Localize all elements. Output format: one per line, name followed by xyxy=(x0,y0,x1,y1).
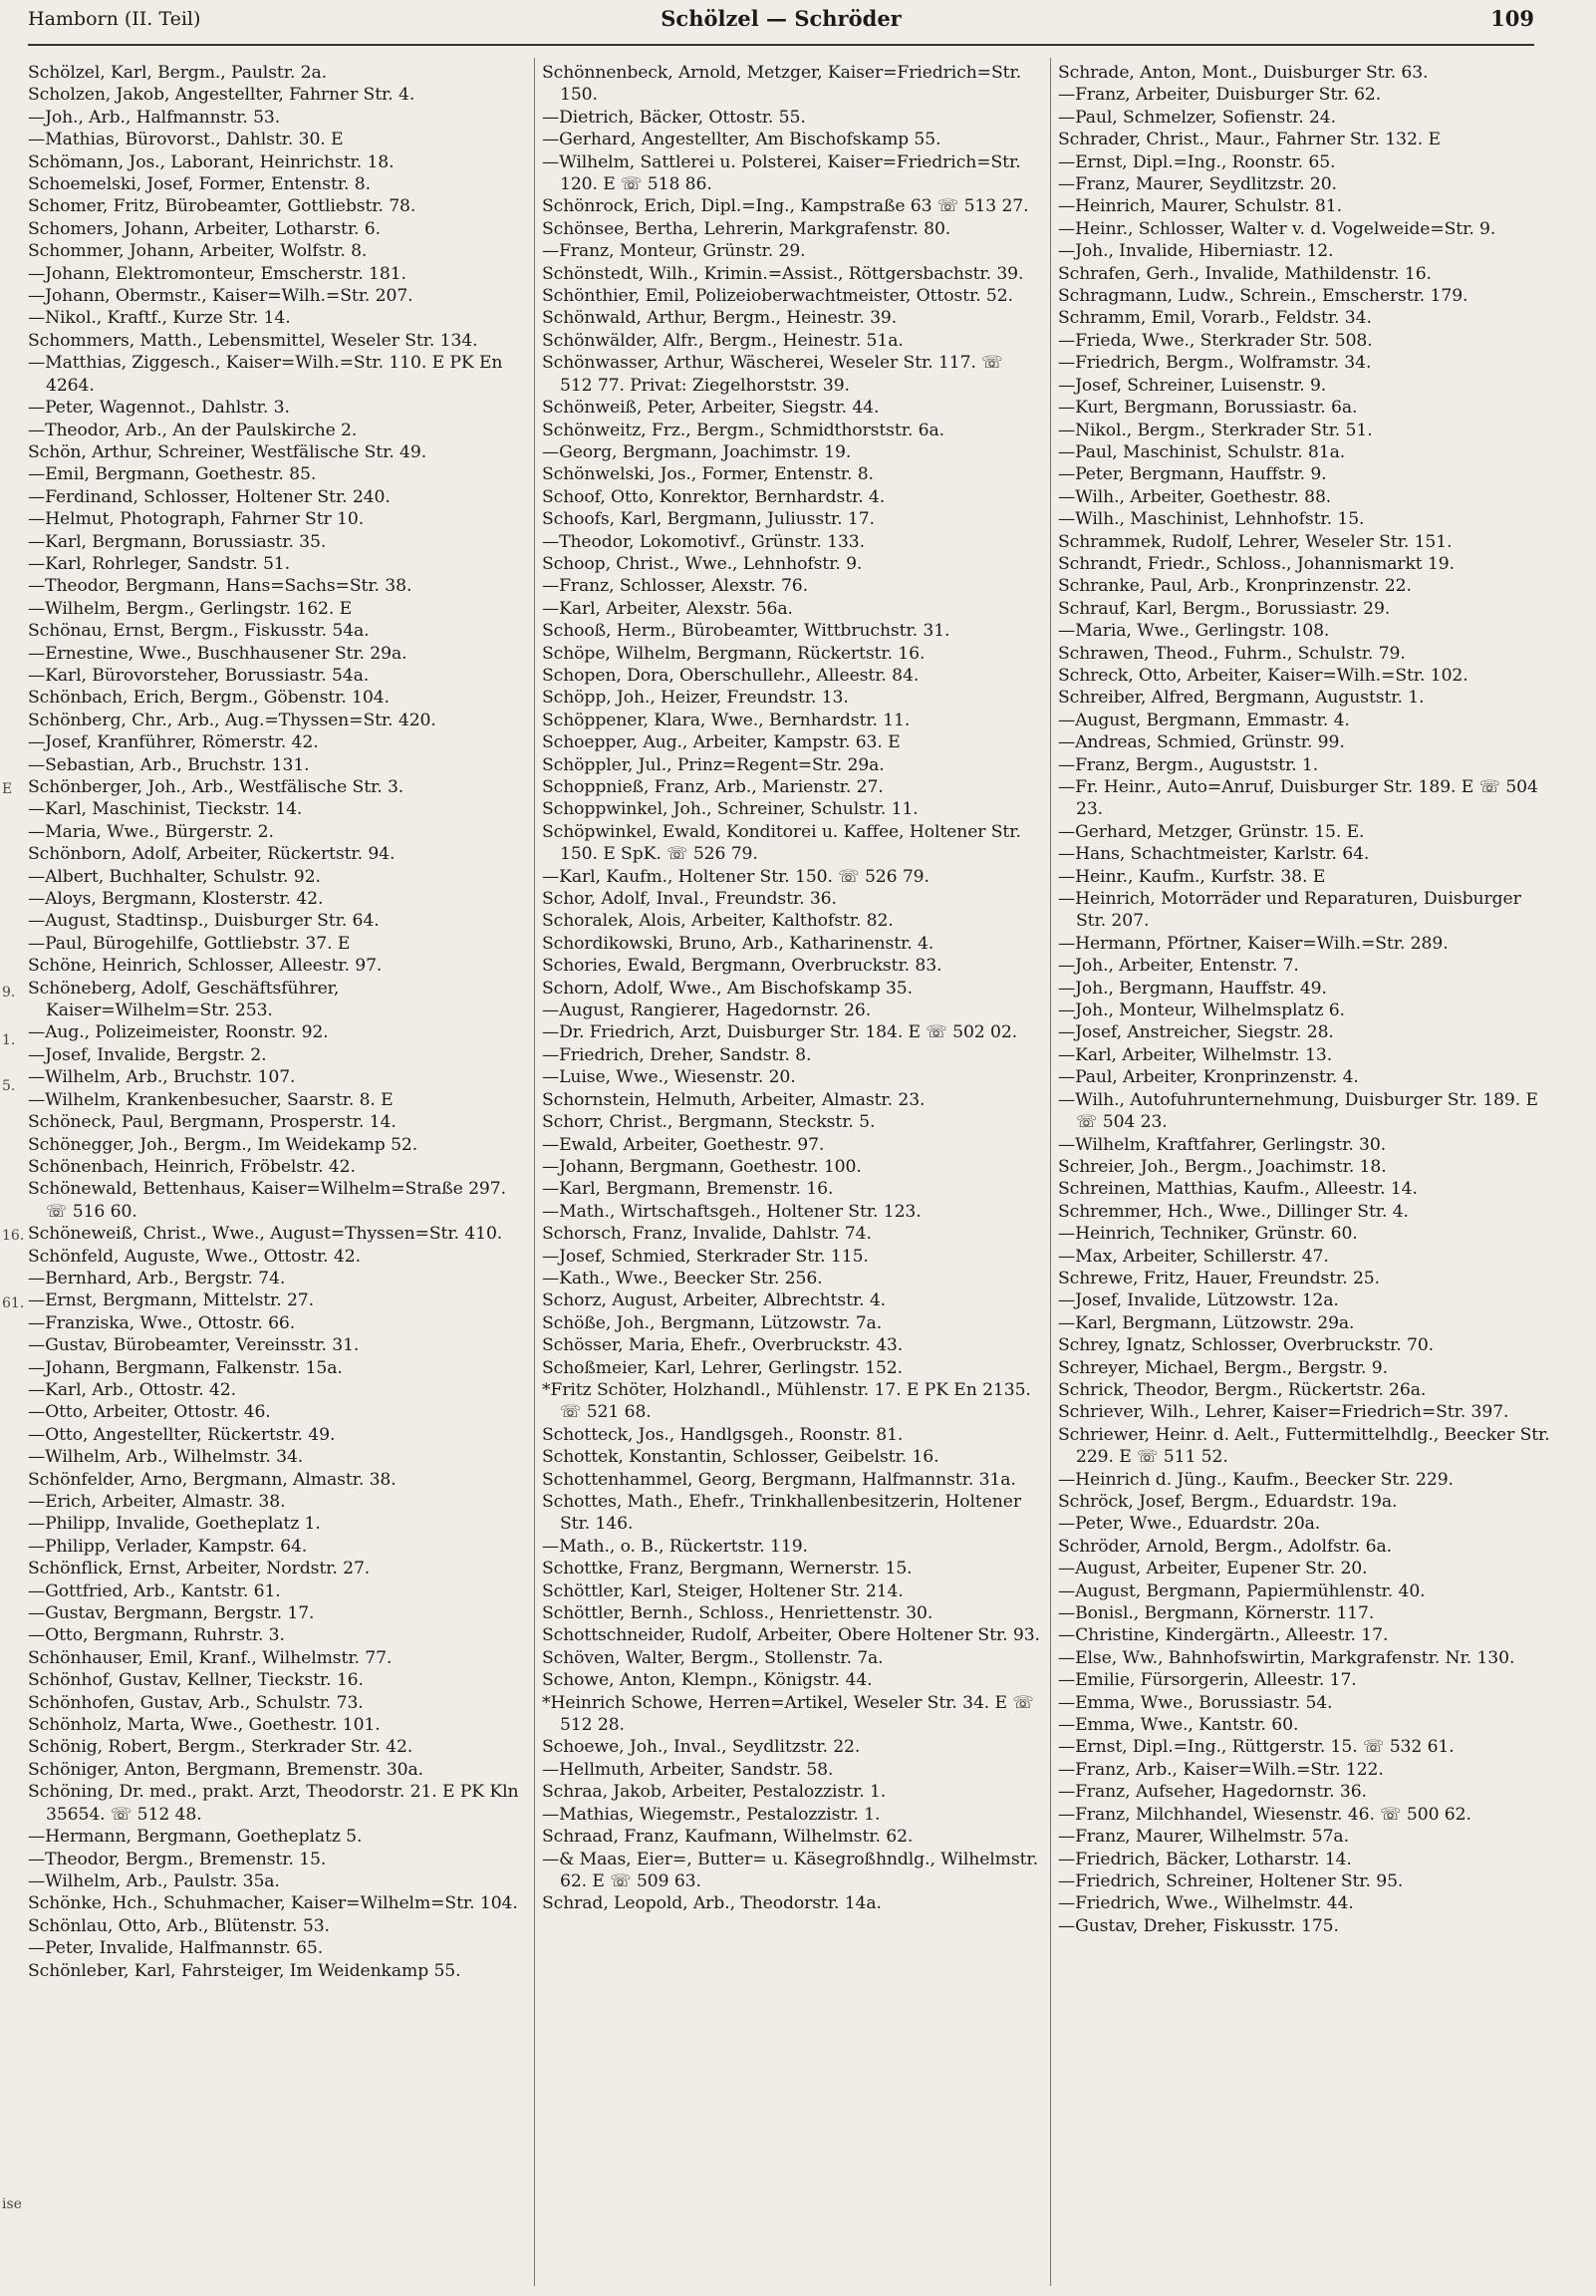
directory-entry: —Franz, Maurer, Wilhelmstr. 57a. xyxy=(1058,1827,1349,1848)
directory-entry: Schönlau, Otto, Arb., Blütenstr. 53. xyxy=(28,1915,330,1936)
directory-entry: Schönke, Hch., Schuhmacher, Kaiser=Wilhelm=Str. 104. xyxy=(28,1893,518,1914)
directory-entry: —Friedrich, Wwe., Wilhelmstr. 44. xyxy=(1058,1893,1354,1914)
directory-entry: —Josef, Invalide, Lützowstr. 12a. xyxy=(1058,1291,1339,1311)
directory-entry: Schragmann, Ludw., Schrein., Emscherstr. 179. xyxy=(1058,286,1468,307)
directory-entry: Schrick, Theodor, Bergm., Rückertstr. 26a. xyxy=(1058,1379,1427,1400)
directory-entry: Schönegger, Joh., Bergm., Im Weidekamp 52. xyxy=(28,1134,418,1155)
margin-mark: E xyxy=(2,781,13,797)
directory-entry: Scholzen, Jakob, Angestellter, Fahrner Str. 4. xyxy=(28,85,415,106)
directory-entry: Schöning, Dr. med., prakt. Arzt, Theodorstr. 21. E PK Kln 35654. ☏ 512 48. xyxy=(28,1782,519,1825)
directory-entry: Schönwelski, Jos., Former, Entenstr. 8. xyxy=(542,464,874,485)
directory-entry: —Philipp, Invalide, Goetheplatz 1. xyxy=(28,1514,321,1535)
directory-entry: —Otto, Angestellter, Rückertstr. 49. xyxy=(28,1424,336,1445)
directory-entry: —Kurt, Bergmann, Borussiastr. 6a. xyxy=(1058,398,1358,419)
directory-entry: —Heinrich, Maurer, Schulstr. 81. xyxy=(1058,196,1342,217)
directory-entry: —Peter, Wagennot., Dahlstr. 3. xyxy=(28,398,290,419)
directory-entry: Schönflick, Ernst, Arbeiter, Nordstr. 27. xyxy=(28,1559,371,1579)
directory-entry: —Theodor, Arb., An der Paulskirche 2. xyxy=(28,420,358,440)
directory-entry: Schreyer, Michael, Bergm., Bergstr. 9. xyxy=(1058,1357,1388,1378)
directory-entry: —Emma, Wwe., Kantstr. 60. xyxy=(1058,1715,1299,1736)
directory-entry: Schöpwinkel, Ewald, Konditorei u. Kaffee, Holtener Str. 150. E SpK. ☏ 526 79. xyxy=(542,821,1021,865)
directory-entry: —Peter, Invalide, Halfmannstr. 65. xyxy=(28,1938,324,1959)
directory-entry: —Andreas, Schmied, Grünstr. 99. xyxy=(1058,732,1345,753)
directory-entry: —Maria, Wwe., Gerlingstr. 108. xyxy=(1058,621,1330,642)
directory-entry: —Paul, Maschinist, Schulstr. 81a. xyxy=(1058,441,1346,462)
directory-entry: Schönenbach, Heinrich, Fröbelstr. 42. xyxy=(28,1156,356,1177)
directory-entry: —Ernst, Dipl.=Ing., Roonstr. 65. xyxy=(1058,151,1336,172)
directory-entry: Schönwasser, Arthur, Wäscherei, Weseler Str. 117. ☏ 512 77. Privat: Ziegelhorststr. 39. xyxy=(542,353,1003,396)
margin-mark: ise xyxy=(2,2196,22,2212)
directory-column-3 xyxy=(1058,62,1556,2284)
directory-entry: —Hermann, Pförtner, Kaiser=Wilh.=Str. 289. xyxy=(1058,933,1449,954)
directory-entry: Schöven, Walter, Bergm., Stollenstr. 7a. xyxy=(542,1647,884,1668)
directory-entry: Schöttler, Karl, Steiger, Holtener Str. 214. xyxy=(542,1580,904,1601)
directory-entry: Schordikowski, Bruno, Arb., Katharinenstr. 4. xyxy=(542,933,934,954)
directory-entry: —Philipp, Verlader, Kampstr. 64. xyxy=(28,1536,308,1557)
directory-entry: —Friedrich, Dreher, Sandstr. 8. xyxy=(542,1044,812,1065)
directory-entry: Schremmer, Hch., Wwe., Dillinger Str. 4. xyxy=(1058,1201,1409,1222)
directory-entry: —Johann, Elektromonteur, Emscherstr. 181. xyxy=(28,263,406,284)
directory-entry: —Christine, Kindergärtn., Alleestr. 17. xyxy=(1058,1625,1389,1646)
directory-entry: —Otto, Arbeiter, Ottostr. 46. xyxy=(28,1402,271,1423)
directory-entry: —Karl, Bergmann, Lützowstr. 29a. xyxy=(1058,1312,1355,1333)
header-section-title: Hamborn (II. Teil) xyxy=(28,8,201,30)
directory-entry: Schreck, Otto, Arbeiter, Kaiser=Wilh.=Str. 102. xyxy=(1058,665,1468,686)
directory-entry: —Theodor, Lokomotivf., Grünstr. 133. xyxy=(542,531,866,552)
margin-mark: 9. xyxy=(2,985,16,1001)
directory-entry: Schöneweiß, Christ., Wwe., August=Thyssen=Str. 410. xyxy=(28,1224,503,1245)
directory-entry: —Karl, Bürovorsteher, Borussiastr. 54a. xyxy=(28,665,370,686)
directory-entry: Schreinen, Matthias, Kaufm., Alleestr. 14. xyxy=(1058,1179,1418,1200)
directory-entry: —Wilhelm, Sattlerei u. Polsterei, Kaiser=Friedrich=Str. 120. E ☏ 518 86. xyxy=(542,151,1021,195)
directory-entry: Schönweitz, Frz., Bergm., Schmidthorststr. 6a. xyxy=(542,420,945,440)
directory-entry: —Gustav, Bergmann, Bergstr. 17. xyxy=(28,1603,315,1624)
directory-entry: —Heinrich, Motorräder und Reparaturen, Duisburger Str. 207. xyxy=(1058,889,1521,932)
directory-entry: Schrauf, Karl, Bergm., Borussiastr. 29. xyxy=(1058,598,1391,619)
directory-entry: —Joh., Monteur, Wilhelmsplatz 6. xyxy=(1058,1001,1345,1021)
directory-entry: —Aug., Polizeimeister, Roonstr. 92. xyxy=(28,1022,329,1043)
directory-entry: —Theodor, Bergmann, Hans=Sachs=Str. 38. xyxy=(28,576,412,597)
directory-entry: Schoßmeier, Karl, Lehrer, Gerlingstr. 152. xyxy=(542,1357,903,1378)
directory-entry: Schreier, Joh., Bergm., Joachimstr. 18. xyxy=(1058,1156,1387,1177)
directory-entry: —Otto, Bergmann, Ruhrstr. 3. xyxy=(28,1625,285,1646)
directory-entry: —Wilhelm, Krankenbesucher, Saarstr. 8. E xyxy=(28,1089,394,1110)
directory-entry: Schommers, Matth., Lebensmittel, Weseler Str. 134. xyxy=(28,330,478,351)
directory-entry: Schönnenbeck, Arnold, Metzger, Kaiser=Friedrich=Str. 150. xyxy=(542,63,1022,106)
directory-entry: —Johann, Bergmann, Goethestr. 100. xyxy=(542,1156,862,1177)
directory-entry: Schoppnieß, Franz, Arb., Marienstr. 27. xyxy=(542,777,884,797)
directory-entry: —& Maas, Eier=, Butter= u. Käsegroßhndlg., Wilhelmstr. 62. E ☏ 509 63. xyxy=(542,1849,1038,1891)
directory-entry: Schönberg, Chr., Arb., Aug.=Thyssen=Str. 420. xyxy=(28,710,436,730)
directory-entry: —Karl, Kaufm., Holtener Str. 150. ☏ 526 79. xyxy=(542,866,930,887)
directory-entry: Schoemelski, Josef, Former, Entenstr. 8. xyxy=(28,174,371,195)
directory-entry: —Dietrich, Bäcker, Ottostr. 55. xyxy=(542,107,806,128)
directory-entry: Schönfeld, Auguste, Wwe., Ottostr. 42. xyxy=(28,1246,361,1267)
directory-entry: —Ernestine, Wwe., Buschhausener Str. 29a. xyxy=(28,643,407,664)
page-header xyxy=(28,2,1534,42)
directory-entry: —Gottfried, Arb., Kantstr. 61. xyxy=(28,1580,281,1601)
directory-entry: Schöniger, Anton, Bergmann, Bremenstr. 30a. xyxy=(28,1759,423,1780)
directory-entry: —Karl, Bergmann, Bremenstr. 16. xyxy=(542,1179,834,1200)
directory-entry: Schöpp, Joh., Heizer, Freundstr. 13. xyxy=(542,688,849,709)
directory-entry: —Heinr., Schlosser, Walter v. d. Vogelweide=Str. 9. xyxy=(1058,218,1496,239)
directory-entry: Schrewe, Fritz, Hauer, Freundstr. 25. xyxy=(1058,1268,1380,1289)
directory-entry: —Josef, Anstreicher, Siegstr. 28. xyxy=(1058,1022,1334,1043)
header-rule xyxy=(28,44,1534,46)
directory-entry: Schomer, Fritz, Bürobeamter, Gottliebstr. 78. xyxy=(28,196,416,217)
directory-entry: —Friedrich, Schreiner, Holtener Str. 95. xyxy=(1058,1870,1404,1891)
directory-entry: Schönau, Ernst, Bergm., Fiskusstr. 54a. xyxy=(28,621,370,642)
directory-entry: —Wilhelm, Bergm., Gerlingstr. 162. E xyxy=(28,598,353,619)
directory-entry: Schömann, Jos., Laborant, Heinrichstr. 18. xyxy=(28,151,395,172)
directory-entry: —Friedrich, Bergm., Wolframstr. 34. xyxy=(1058,353,1372,374)
directory-entry: —Franz, Milchhandel, Wiesenstr. 46. ☏ 500 62. xyxy=(1058,1804,1471,1825)
directory-entry: —Heinrich, Techniker, Grünstr. 60. xyxy=(1058,1224,1358,1245)
directory-entry: Schöppler, Jul., Prinz=Regent=Str. 29a. xyxy=(542,754,885,775)
directory-entry: —Georg, Bergmann, Joachimstr. 19. xyxy=(542,441,852,462)
directory-entry: Schröck, Josef, Bergm., Eduardstr. 19a. xyxy=(1058,1492,1398,1512)
directory-entry: Schönhofen, Gustav, Arb., Schulstr. 73. xyxy=(28,1692,364,1713)
directory-entry: Schrade, Anton, Mont., Duisburger Str. 63. xyxy=(1058,63,1429,83)
directory-entry: Schoof, Otto, Konrektor, Bernhardstr. 4. xyxy=(542,486,886,507)
directory-entry: —Paul, Bürogehilfe, Gottliebstr. 37. E xyxy=(28,933,351,954)
directory-column-1 xyxy=(28,62,526,2284)
column-divider xyxy=(1050,58,1051,2286)
directory-entry: Schriever, Wilh., Lehrer, Kaiser=Friedrich=Str. 397. xyxy=(1058,1402,1509,1423)
directory-entry: Schowe, Anton, Klempn., Königstr. 44. xyxy=(542,1670,873,1691)
directory-entry: Schrawen, Theod., Fuhrm., Schulstr. 79. xyxy=(1058,643,1406,664)
directory-entry: —August, Rangierer, Hagedornstr. 26. xyxy=(542,1001,872,1021)
directory-entry: Schöne, Heinrich, Schlosser, Alleestr. 97. xyxy=(28,956,383,977)
directory-entry: —Joh., Arb., Halfmannstr. 53. xyxy=(28,107,281,128)
directory-entry: —Joh., Arbeiter, Entenstr. 7. xyxy=(1058,956,1299,977)
directory-entry: —Friedrich, Bäcker, Lotharstr. 14. xyxy=(1058,1849,1352,1869)
directory-entry: —Franz, Schlosser, Alexstr. 76. xyxy=(542,576,808,597)
directory-entry: —Hans, Schachtmeister, Karlstr. 64. xyxy=(1058,844,1370,865)
directory-entry: —Karl, Maschinist, Tieckstr. 14. xyxy=(28,799,303,820)
directory-entry: —Mathias, Bürovorst., Dahlstr. 30. E xyxy=(28,130,344,150)
directory-entry: Schöneberg, Adolf, Geschäftsführer, Kaiser=Wilhelm=Str. 253. xyxy=(28,978,340,1021)
directory-entry: —Else, Ww., Bahnhofswirtin, Markgrafenstr. Nr. 130. xyxy=(1058,1647,1515,1668)
directory-entry: —Math., o. B., Rückertstr. 119. xyxy=(542,1536,808,1557)
directory-entry: Schoop, Christ., Wwe., Lehnhofstr. 9. xyxy=(542,553,863,574)
directory-entry: Schramm, Emil, Vorarb., Feldstr. 34. xyxy=(1058,308,1372,329)
directory-entry: —Emilie, Fürsorgerin, Alleestr. 17. xyxy=(1058,1670,1357,1691)
directory-entry: —Matthias, Ziggesch., Kaiser=Wilh.=Str. 110. E PK En 4264. xyxy=(28,353,503,396)
directory-entry: Schönberger, Joh., Arb., Westfälische Str. 3. xyxy=(28,777,404,797)
margin-mark: 5. xyxy=(2,1078,16,1094)
directory-entry: Schorsch, Franz, Invalide, Dahlstr. 74. xyxy=(542,1224,872,1245)
directory-entry: —Aloys, Bergmann, Klosterstr. 42. xyxy=(28,889,324,910)
directory-entry: Schönborn, Adolf, Arbeiter, Rückertstr. 94. xyxy=(28,844,396,865)
directory-entry: Schorn, Adolf, Wwe., Am Bischofskamp 35. xyxy=(542,978,914,999)
directory-entry: —Ewald, Arbeiter, Goethestr. 97. xyxy=(542,1134,825,1155)
directory-entry: —Ernst, Bergmann, Mittelstr. 27. xyxy=(28,1291,314,1311)
directory-entry: Schönrock, Erich, Dipl.=Ing., Kampstraße 63 ☏ 513 27. xyxy=(542,196,1029,217)
directory-entry: —Gerhard, Angestellter, Am Bischofskamp 55. xyxy=(542,130,941,150)
directory-entry: —Peter, Bergmann, Hauffstr. 9. xyxy=(1058,464,1327,485)
directory-entry: —Peter, Wwe., Eduardstr. 20a. xyxy=(1058,1514,1321,1535)
directory-entry: Schönig, Robert, Bergm., Sterkrader Str. 42. xyxy=(28,1737,413,1758)
directory-entry: —Franz, Bergm., Auguststr. 1. xyxy=(1058,754,1319,775)
directory-entry: —Heinrich d. Jüng., Kaufm., Beecker Str. 229. xyxy=(1058,1469,1454,1490)
directory-entry: *Heinrich Schowe, Herren=Artikel, Weseler Str. 34. E ☏ 512 28. xyxy=(542,1692,1034,1736)
directory-entry: Schraad, Franz, Kaufmann, Wilhelmstr. 62. xyxy=(542,1827,914,1848)
directory-entry: —Nikol., Bergm., Sterkrader Str. 51. xyxy=(1058,420,1373,440)
directory-entry: —Gustav, Bürobeamter, Vereinsstr. 31. xyxy=(28,1335,360,1356)
directory-entry: —Johann, Bergmann, Falkenstr. 15a. xyxy=(28,1357,343,1378)
directory-entry: —Josef, Schreiner, Luisenstr. 9. xyxy=(1058,375,1327,396)
directory-entry: Schories, Ewald, Bergmann, Overbruckstr. 83. xyxy=(542,956,942,977)
directory-entry: —Joh., Invalide, Hiberniastr. 12. xyxy=(1058,241,1334,262)
directory-entry: —August, Arbeiter, Eupener Str. 20. xyxy=(1058,1559,1368,1579)
directory-entry: Schomers, Johann, Arbeiter, Lotharstr. 6. xyxy=(28,218,381,239)
directory-entry: Schön, Arthur, Schreiner, Westfälische Str. 49. xyxy=(28,441,427,462)
directory-entry: —Dr. Friedrich, Arzt, Duisburger Str. 184. E ☏ 502 02. xyxy=(542,1022,1018,1043)
directory-entry: Schönwälder, Alfr., Bergm., Heinestr. 51a. xyxy=(542,330,904,351)
directory-entry: —August, Bergmann, Papiermühlenstr. 40. xyxy=(1058,1580,1426,1601)
directory-entry: —Heinr., Kaufm., Kurfstr. 38. E xyxy=(1058,866,1326,887)
directory-entry: Schöpe, Wilhelm, Bergmann, Rückertstr. 16. xyxy=(542,643,926,664)
directory-entry: Schönhauser, Emil, Kranf., Wilhelmstr. 77. xyxy=(28,1647,393,1668)
directory-entry: *Fritz Schöter, Holzhandl., Mühlenstr. 17. E PK En 2135. ☏ 521 68. xyxy=(542,1379,1031,1423)
directory-entry: —Franz, Aufseher, Hagedornstr. 36. xyxy=(1058,1782,1367,1803)
directory-entry: —Helmut, Photograph, Fahrner Str 10. xyxy=(28,509,365,530)
directory-entry: —Hermann, Bergmann, Goetheplatz 5. xyxy=(28,1827,363,1848)
directory-column-2 xyxy=(542,62,1040,2284)
directory-entry: —Math., Wirtschaftsgeh., Holtener Str. 123. xyxy=(542,1201,922,1222)
margin-mark: 16. xyxy=(2,1228,25,1244)
directory-entry: Schönweiß, Peter, Arbeiter, Siegstr. 44. xyxy=(542,398,880,419)
directory-entry: Schönhof, Gustav, Kellner, Tieckstr. 16. xyxy=(28,1670,364,1691)
directory-entry: —Karl, Arb., Ottostr. 42. xyxy=(28,1379,237,1400)
directory-entry: —Gerhard, Metzger, Grünstr. 15. E. xyxy=(1058,821,1365,842)
directory-entry: Schöße, Joh., Bergmann, Lützowstr. 7a. xyxy=(542,1312,883,1333)
directory-entry: —Franz, Monteur, Grünstr. 29. xyxy=(542,241,806,262)
directory-entry: Schrad, Leopold, Arb., Theodorstr. 14a. xyxy=(542,1893,882,1914)
directory-entry: Schreiber, Alfred, Bergmann, Auguststr. 1. xyxy=(1058,688,1425,709)
directory-entry: Schröder, Arnold, Bergm., Adolfstr. 6a. xyxy=(1058,1536,1392,1557)
directory-entry: —Gustav, Dreher, Fiskusstr. 175. xyxy=(1058,1915,1339,1936)
directory-entry: —Nikol., Kraftf., Kurze Str. 14. xyxy=(28,308,291,329)
directory-entry: Schoepper, Aug., Arbeiter, Kampstr. 63. E xyxy=(542,732,901,753)
directory-entry: Schottes, Math., Ehefr., Trinkhallenbesitzerin, Holtener Str. 146. xyxy=(542,1492,1021,1535)
directory-entry: Schoppwinkel, Joh., Schreiner, Schulstr. 11. xyxy=(542,799,919,820)
directory-entry: Schottek, Konstantin, Schlosser, Geibelstr. 16. xyxy=(542,1447,939,1468)
directory-entry: Schöttler, Bernh., Schloss., Henriettenstr. 30. xyxy=(542,1603,933,1624)
directory-entry: —Karl, Rohrleger, Sandstr. 51. xyxy=(28,553,290,574)
directory-entry: Schommer, Johann, Arbeiter, Wolfstr. 8. xyxy=(28,241,368,262)
directory-entry: —Franz, Arb., Kaiser=Wilh.=Str. 122. xyxy=(1058,1759,1384,1780)
directory-entry: Schönleber, Karl, Fahrsteiger, Im Weidenkamp 55. xyxy=(28,1960,461,1981)
directory-entry: —Maria, Wwe., Bürgerstr. 2. xyxy=(28,821,274,842)
directory-entry: Schooß, Herm., Bürobeamter, Wittbruchstr. 31. xyxy=(542,621,950,642)
directory-entry: —Wilhelm, Arb., Paulstr. 35a. xyxy=(28,1870,280,1891)
directory-entry: —Wilhelm, Kraftfahrer, Gerlingstr. 30. xyxy=(1058,1134,1387,1155)
directory-entry: —Theodor, Bergm., Bremenstr. 15. xyxy=(28,1849,327,1869)
directory-entry: —Johann, Obermstr., Kaiser=Wilh.=Str. 207. xyxy=(28,286,413,307)
directory-entry: Schölzel, Karl, Bergm., Paulstr. 2a. xyxy=(28,63,328,83)
directory-entry: Schönewald, Bettenhaus, Kaiser=Wilhelm=Straße 297. ☏ 516 60. xyxy=(28,1179,506,1222)
directory-entry: Schönsee, Bertha, Lehrerin, Markgrafenstr. 80. xyxy=(542,218,951,239)
directory-entry: Schor, Adolf, Inval., Freundstr. 36. xyxy=(542,889,837,910)
directory-entry: Schönbach, Erich, Bergm., Göbenstr. 104. xyxy=(28,688,390,709)
directory-entry: —Kath., Wwe., Beecker Str. 256. xyxy=(542,1268,823,1289)
directory-entry: Schottschneider, Rudolf, Arbeiter, Obere Holtener Str. 93. xyxy=(542,1625,1040,1646)
directory-entry: —Ernst, Dipl.=Ing., Rüttgerstr. 15. ☏ 532 61. xyxy=(1058,1737,1455,1758)
directory-entry: —Mathias, Wiegemstr., Pestalozzistr. 1. xyxy=(542,1804,881,1825)
directory-entry: Schöppener, Klara, Wwe., Bernhardstr. 11. xyxy=(542,710,911,730)
directory-entry: Schoewe, Joh., Inval., Seydlitzstr. 22. xyxy=(542,1737,861,1758)
directory-entry: Schöneck, Paul, Bergmann, Prosperstr. 14. xyxy=(28,1112,397,1133)
directory-entry: —Wilhelm, Arb., Bruchstr. 107. xyxy=(28,1067,296,1088)
directory-entry: —Karl, Arbeiter, Alexstr. 56a. xyxy=(542,598,793,619)
directory-entry: —Paul, Arbeiter, Kronprinzenstr. 4. xyxy=(1058,1067,1359,1088)
directory-entry: Schotteck, Jos., Handlgsgeh., Roonstr. 81. xyxy=(542,1424,904,1445)
directory-entry: —Emma, Wwe., Borussiastr. 54. xyxy=(1058,1692,1333,1713)
directory-entry: Schornstein, Helmuth, Arbeiter, Almastr. 23. xyxy=(542,1089,926,1110)
directory-entry: —Josef, Schmied, Sterkrader Str. 115. xyxy=(542,1246,869,1267)
directory-entry: Schrey, Ignatz, Schlosser, Overbruckstr. 70. xyxy=(1058,1335,1435,1356)
directory-entry: —Wilh., Autofuhrunternehmung, Duisburger Str. 189. E ☏ 504 23. xyxy=(1058,1089,1538,1133)
directory-entry: —Ferdinand, Schlosser, Holtener Str. 240. xyxy=(28,486,391,507)
directory-entry: —Wilh., Maschinist, Lehnhofstr. 15. xyxy=(1058,509,1365,530)
directory-entry: —Josef, Kranführer, Römerstr. 42. xyxy=(28,732,319,753)
page-number: 109 xyxy=(1490,6,1534,31)
header-name-range: Schölzel — Schröder xyxy=(661,6,902,31)
directory-entry: —Sebastian, Arb., Bruchstr. 131. xyxy=(28,754,310,775)
directory-entry: —Franz, Arbeiter, Duisburger Str. 62. xyxy=(1058,85,1382,106)
directory-entry: Schoralek, Alois, Arbeiter, Kalthofstr. 82. xyxy=(542,911,894,932)
directory-entry: —Wilh., Arbeiter, Goethestr. 88. xyxy=(1058,486,1332,507)
directory-entry: —Luise, Wwe., Wiesenstr. 20. xyxy=(542,1067,796,1088)
margin-mark: 1. xyxy=(2,1032,16,1048)
column-divider xyxy=(534,58,535,2286)
directory-entry: Schorz, August, Arbeiter, Albrechtstr. 4. xyxy=(542,1291,887,1311)
directory-entry: —Erich, Arbeiter, Almastr. 38. xyxy=(28,1492,286,1512)
directory-entry: Schranke, Paul, Arb., Kronprinzenstr. 22. xyxy=(1058,576,1412,597)
directory-entry: Schraa, Jakob, Arbeiter, Pestalozzistr. 1. xyxy=(542,1782,887,1803)
directory-entry: Schönholz, Marta, Wwe., Goethestr. 101. xyxy=(28,1715,381,1736)
directory-entry: —Karl, Bergmann, Borussiastr. 35. xyxy=(28,531,327,552)
directory-entry: Schottke, Franz, Bergmann, Wernerstr. 15. xyxy=(542,1559,913,1579)
directory-entry: —Joh., Bergmann, Hauffstr. 49. xyxy=(1058,978,1327,999)
directory-entry: Schrammek, Rudolf, Lehrer, Weseler Str. 151. xyxy=(1058,531,1453,552)
directory-entry: —Hellmuth, Arbeiter, Sandstr. 58. xyxy=(542,1759,834,1780)
directory-entry: —Franz, Maurer, Seydlitzstr. 20. xyxy=(1058,174,1337,195)
directory-entry: Schriewer, Heinr. d. Aelt., Futtermittelhdlg., Beecker Str. 229. E ☏ 511 52. xyxy=(1058,1424,1550,1468)
directory-entry: Schrafen, Gerh., Invalide, Mathildenstr. 16. xyxy=(1058,263,1432,284)
directory-entry: Schottenhammel, Georg, Bergmann, Halfmannstr. 31a. xyxy=(542,1469,1016,1490)
directory-entry: Schorr, Christ., Bergmann, Steckstr. 5. xyxy=(542,1112,876,1133)
directory-entry: Schrandt, Friedr., Schloss., Johannismarkt 19. xyxy=(1058,553,1456,574)
directory-entry: —Emil, Bergmann, Goethestr. 85. xyxy=(28,464,317,485)
directory-entry: —Wilhelm, Arb., Wilhelmstr. 34. xyxy=(28,1447,304,1468)
directory-entry: —Bernhard, Arb., Bergstr. 74. xyxy=(28,1268,286,1289)
directory-entry: Schopen, Dora, Oberschullehr., Alleestr. 84. xyxy=(542,665,920,686)
directory-entry: Schösser, Maria, Ehefr., Overbruckstr. 43. xyxy=(542,1335,904,1356)
directory-entry: —Josef, Invalide, Bergstr. 2. xyxy=(28,1044,267,1065)
directory-entry: —Franziska, Wwe., Ottostr. 66. xyxy=(28,1312,296,1333)
directory-entry: Schönthier, Emil, Polizeioberwachtmeister, Ottostr. 52. xyxy=(542,286,1013,307)
directory-entry: Schrader, Christ., Maur., Fahrner Str. 132. E xyxy=(1058,130,1441,150)
directory-entry: —Paul, Schmelzer, Sofienstr. 24. xyxy=(1058,107,1336,128)
directory-entry: —Frieda, Wwe., Sterkrader Str. 508. xyxy=(1058,330,1373,351)
directory-entry: —August, Bergmann, Emmastr. 4. xyxy=(1058,710,1350,730)
directory-entry: —Bonisl., Bergmann, Körnerstr. 117. xyxy=(1058,1603,1375,1624)
directory-entry: —Albert, Buchhalter, Schulstr. 92. xyxy=(28,866,321,887)
margin-mark: 61. xyxy=(2,1295,25,1311)
directory-entry: Schönfelder, Arno, Bergmann, Almastr. 38. xyxy=(28,1469,397,1490)
directory-entry: Schoofs, Karl, Bergmann, Juliusstr. 17. xyxy=(542,509,875,530)
directory-entry: Schönstedt, Wilh., Krimin.=Assist., Röttgersbachstr. 39. xyxy=(542,263,1024,284)
directory-entry: —Fr. Heinr., Auto=Anruf, Duisburger Str. 189. E ☏ 504 23. xyxy=(1058,777,1538,820)
directory-entry: Schönwald, Arthur, Bergm., Heinestr. 39. xyxy=(542,308,898,329)
directory-entry: —Karl, Arbeiter, Wilhelmstr. 13. xyxy=(1058,1044,1333,1065)
directory-entry: —August, Stadtinsp., Duisburger Str. 64. xyxy=(28,911,380,932)
directory-entry: —Max, Arbeiter, Schillerstr. 47. xyxy=(1058,1246,1329,1267)
